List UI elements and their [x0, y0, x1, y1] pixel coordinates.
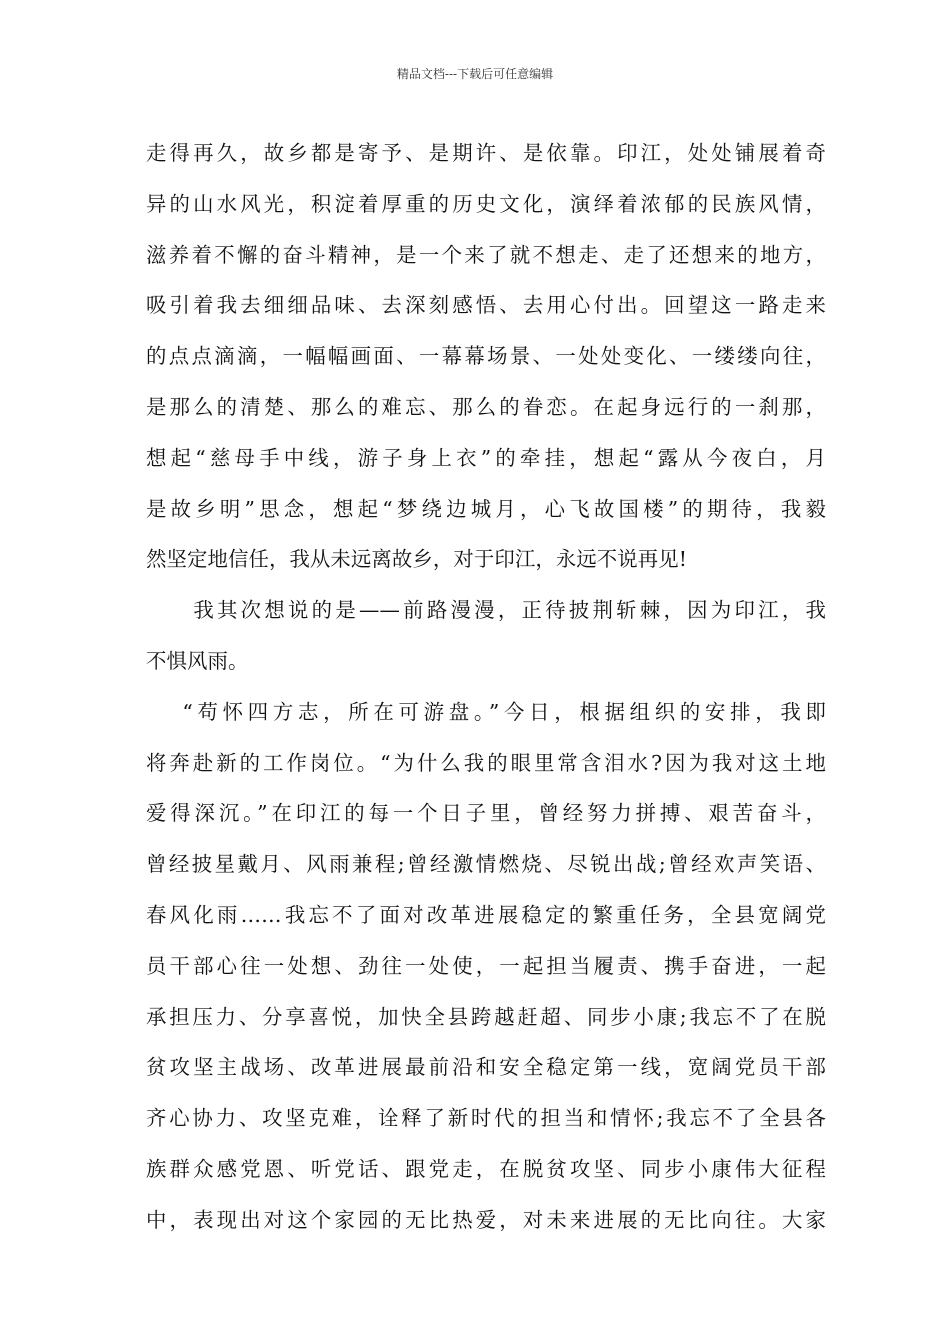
text-line: “苟怀四方志，所在可游盘。”今日，根据组织的安排，我即 — [146, 699, 826, 724]
text-line: 走得再久，故乡都是寄予、是期许、是依靠。印江，处处铺展着奇 — [146, 141, 826, 165]
text-line: 族群众感党恩、听党话、跟党走，在脱贫攻坚、同步小康伟大征程 — [146, 1156, 826, 1181]
text-line: 然坚定地信任，我从未远离故乡，对于印江，永远不说再见! — [146, 547, 688, 572]
text-line: 贫攻坚主战场、改革进展最前沿和安全稳定第一线，宽阔党员干部 — [146, 1055, 826, 1080]
text-line: 想起“慈母手中线，游子身上衣”的牵挂，想起“露从今夜白，月 — [146, 445, 826, 470]
text-line: 齐心协力、攻坚克难，诠释了新时代的担当和情怀;我忘不了全县各 — [146, 1106, 826, 1131]
text-line: 员干部心往一处想、劲往一处使，一起担当履责、携手奋进，一起 — [146, 953, 826, 978]
text-line: 承担压力、分享喜悦，加快全县跨越赶超、同步小康;我忘不了在脱 — [146, 1004, 826, 1029]
text-line: 我其次想说的是——前路漫漫，正待披荆斩棘，因为印江，我 — [146, 598, 826, 623]
text-line: 的点点滴滴，一幅幅画面、一幕幕场景、一处处变化、一缕缕向往， — [146, 344, 826, 369]
text-line: 是故乡明”思念，想起“梦绕边城月，心飞故国楼”的期待，我毅 — [146, 496, 826, 521]
text-line: 异的山水风光，积淀着厚重的历史文化，演绎着浓郁的民族风情， — [146, 191, 826, 216]
text-line: 吸引着我去细细品味、去深刻感悟、去用心付出。回望这一路走来 — [146, 293, 826, 318]
text-line: 中，表现出对这个家园的无比热爱，对未来进展的无比向往。大家 — [146, 1207, 826, 1232]
text-line: 是那么的清楚、那么的难忘、那么的眷恋。在起身远行的一刹那， — [146, 394, 826, 419]
text-line: 曾经披星戴月、风雨兼程;曾经激情燃烧、尽锐出战;曾经欢声笑语、 — [146, 852, 826, 877]
text-line: 将奔赴新的工作岗位。“为什么我的眼里常含泪水?因为我对这土地 — [146, 750, 826, 775]
text-line: 滋养着不懈的奋斗精神，是一个来了就不想走、走了还想来的地方， — [146, 242, 826, 267]
page-header: 精品文档---下载后可任意编辑 — [396, 67, 554, 81]
document-body — [146, 128, 826, 1246]
text-line: 春风化雨……我忘不了面对改革进展稳定的繁重任务，全县宽阔党 — [146, 902, 826, 927]
text-line: 不惧风雨。 — [146, 648, 249, 673]
text-line: 爱得深沉。”在印江的每一个日子里，曾经努力拼搏、艰苦奋斗， — [146, 801, 826, 826]
